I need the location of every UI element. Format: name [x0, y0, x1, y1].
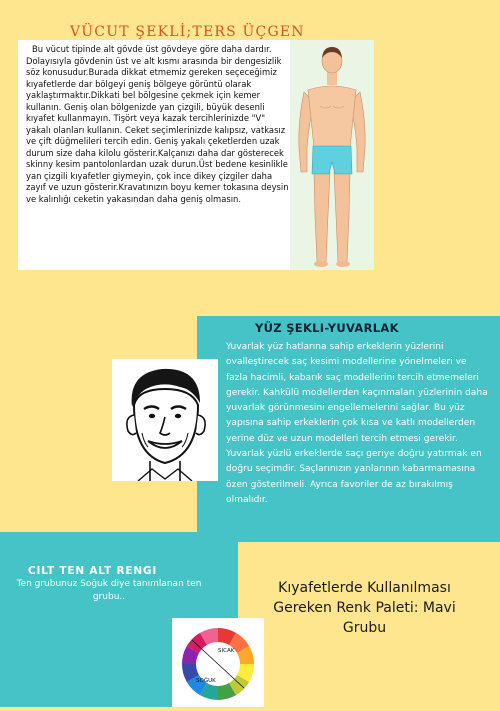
round-face-illustration: [112, 359, 218, 481]
body-shape-text: Bu vücut tipinde alt gövde üst gövdeye göre daha dardır. Dolayısıyla gövdenin üst ve alt kısmı arasında bir dengesizlik söz konusudur.Burada dikkat etmemiz gereken seçeceğimiz kıyafetlerde dar bölgeyi geniş bölgeye görüntü olarak yaklaştırmaktır.Dikkati bel bölgesine çekmek için kemer kullanın. Geniş olan bölgenizde yan çizgili, büyük desenli kıyafet kullanmayın. Tişört veya kazak tercihlerinizde "V" yakalı olanları kullanın. Ceket seçimlerinizde kalıpsız, vatkasız ve çift düğmelileri tercih edin. Geniş yakalı çeketlerden uzak durum size daha kilolu gösterir.Kalçanızı daha dar gösterecek skinny kesim pantolonlardan uzak durun.Üst bedene kesinlikle yan çizgili kıyafetler giymeyin, çok ince dikey çizgiler daha zayıf ve uzun gösterir.Kravatınızın boyu kemer tokasına deysin ve kalınlığı ceketin yakasından daha geniş olmasın.: [26, 44, 289, 204]
wheel-warm-label: SICAK: [218, 648, 235, 654]
skin-tone-subtitle: Ten grubunuz Soğuk diye tanımlanan ten grubu..: [16, 579, 202, 602]
palette-recommendation-text: Kıyafetlerde Kullanılması Gereken Renk Paleti: Mavi Grubu: [273, 580, 456, 636]
face-illustration-frame: [112, 359, 218, 481]
body-figure-panel: [290, 40, 374, 270]
color-wheel-icon: [172, 618, 264, 707]
face-shape-text: Yuvarlak yüz hatlarına sahip erkeklerin yüzlerini ovalleştirecek saç kesimi modellerine yönelmeleri ve fazla hacimli, kabarık saç modellerini tercih etmemeleri gerekir. Kahkülü modellerden kaçınmaları yüzlerinin daha yuvarlak görünmesini engellemelerini sağlar. Bu yüz yapısına sahip erkeklerin çok kısa ve katlı modellerden yerine düz ve uzun modelleri tercih etmesi gerekir. Yuvarlak yüzlü erkeklerde saçı geriye doğru yatırmak en doğru seçimdir. Saçlarınızın yanlarının kabarmamasına özen gösterilmeli. Ayrıca favoriler de az bırakılmış olmalıdır.: [226, 342, 488, 505]
wheel-cold-label: SOĞUK: [196, 678, 216, 684]
color-wheel-frame: [172, 618, 264, 707]
face-shape-title: YÜZ ŞEKLI-YUVARLAK: [255, 321, 399, 335]
skin-tone-title: CILT TEN ALT RENGI: [28, 565, 158, 577]
body-figure-illustration: [290, 40, 374, 270]
body-shape-title: VÜCUT ŞEKLİ;TERS ÜÇGEN: [70, 24, 305, 40]
